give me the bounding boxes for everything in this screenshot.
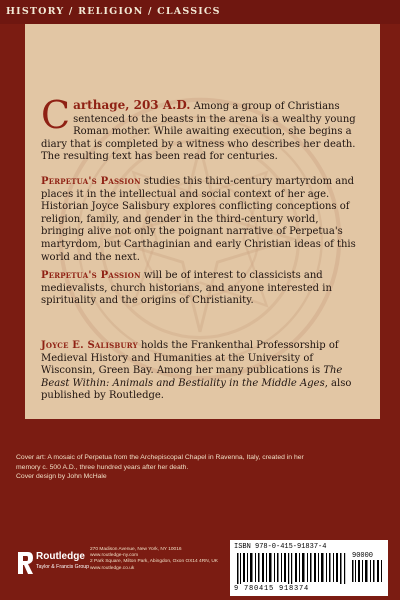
drop-cap: C — [41, 93, 71, 137]
isbn-number: ISBN 978-0-415-91837-4 — [234, 543, 327, 551]
address-line: 270 Madison Avenue, New York, NY 10016 — [90, 547, 182, 552]
publisher-name: Routledge — [36, 551, 85, 562]
cover-design-label: Cover design by — [16, 473, 66, 481]
cover-design-name: John McHale — [65, 473, 107, 481]
author-name: Joyce E. Salisbury — [41, 340, 138, 351]
audience-text: will be of interest to classicists and medievalists, church historians, and anyone interested in spirituality and the origins of Christianity. — [41, 270, 332, 307]
cover-art-label: Cover art: — [16, 454, 46, 461]
price-code: 90000 — [352, 552, 374, 560]
book-title-ref: Perpetua's Passion — [41, 270, 141, 281]
address-line: www.routledge.co.uk — [90, 565, 135, 571]
address-line: www.routledge-ny.com — [90, 553, 139, 559]
study-text: studies this third-century martyrdom and places it in the intellectual and social context of her age. Historian Joyce Salisbury explores conflicting conceptions of religion, family, and gender in the third-century world, bringing alive not only the poignant narrative of Perpetua's martyrdom, but Carthaginian and early Christian ideas of this world and the next. — [41, 176, 356, 263]
author-text-end: , also published by Routledge. — [41, 377, 352, 402]
audience-paragraph — [41, 270, 362, 308]
cover-art-text: A mosaic of Perpetua from the Archepiscopal Chapel in Ravenna, Italy, created in her memory c. 500 A.D., three hundred years after her death. — [16, 454, 304, 471]
description-panel — [25, 24, 380, 419]
intro-text: Among a group of Christians sentenced to the beasts in the arena is a wealthy young Roman mother. While awaiting execution, she begins a diary that is completed by a witness who describes her death. The resulting text has been read for centuries. — [41, 101, 356, 163]
publisher-block — [16, 546, 246, 586]
intro-paragraph — [41, 93, 362, 164]
isbn-barcode — [230, 540, 388, 596]
series-banner — [0, 0, 400, 24]
cover-credits — [16, 453, 316, 482]
author-bio — [41, 340, 362, 403]
publisher-address — [90, 547, 240, 572]
series-label: HISTORY / RELIGION / CLASSICS — [6, 6, 221, 17]
routledge-logo-icon — [16, 550, 34, 576]
author-book-title: The Beast Within: Animals and Bestiality in the Middle Ages — [41, 365, 343, 389]
author-text: holds the Frankenthal Professorship of Medieval History and Humanities at the University of Wisconsin, Green Bay. Among her many publications is — [41, 340, 339, 377]
publisher-tagline: Taylor & Francis Group — [36, 564, 90, 570]
book-title-ref: Perpetua's Passion — [41, 176, 141, 187]
cover-art-credit — [16, 453, 316, 472]
study-paragraph — [41, 176, 362, 264]
barcode-digits: 9 780415 918374 — [234, 585, 310, 593]
cover-design-credit — [16, 472, 316, 482]
price-barcode-icon — [351, 560, 383, 582]
address-line: 2 Park Square, Milton Park, Abingdon, Oxon OX14 4RN, UK — [90, 559, 218, 565]
barcode-bars-icon — [236, 553, 348, 584]
intro-lead: arthage, 203 A.D. — [73, 98, 191, 112]
